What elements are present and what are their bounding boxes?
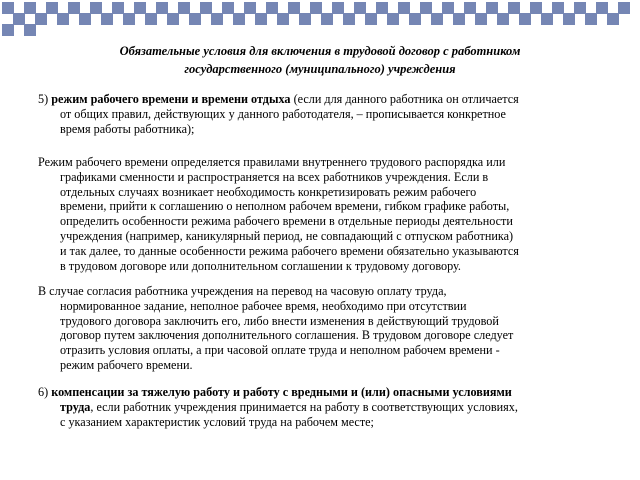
hourly-first-line: В случае согласия работника учреждения на перевод на часовую оплату труда,: [38, 284, 447, 298]
deco-square: [255, 13, 267, 25]
text-line: договор путем заключения дополнительного соглашения. В трудовом договоре следует: [60, 328, 514, 343]
item-6-first-line: [38, 385, 608, 400]
text-line: от общих правил, действующих у данного работодателя, – прописывается конкретное: [60, 106, 506, 121]
title-line: государственного (муниципального) учреждения: [184, 62, 456, 76]
item-5-bold-term: режим рабочего времени и времени отдыха: [51, 92, 291, 106]
deco-square: [24, 24, 36, 36]
item-5-first-rest: (если для данного работника он отличается: [290, 92, 519, 106]
deco-square: [57, 13, 69, 25]
deco-square: [167, 13, 179, 25]
deco-square: [519, 13, 531, 25]
text-line: нормированное задание, неполное рабочее время, необходимо при отсутствии: [60, 298, 467, 313]
hourly-paragraph: [38, 284, 608, 373]
item-6-second-line: [38, 400, 608, 415]
item-5: [38, 92, 608, 136]
deco-square: [431, 13, 443, 25]
deco-square: [299, 13, 311, 25]
deco-square: [101, 13, 113, 25]
deco-square: [387, 13, 399, 25]
item-6-rest: , если работник учреждения принимается на работу в соответствующих условиях,: [90, 399, 518, 414]
deco-square: [2, 24, 14, 36]
regime-paragraph: [38, 155, 608, 273]
deco-square: [189, 13, 201, 25]
item-6-bold-term-end: труда: [60, 399, 91, 414]
text-line: с указанием характеристик условий труда на рабочем месте;: [60, 414, 374, 429]
deco-square: [145, 13, 157, 25]
deco-square: [233, 13, 245, 25]
text-line: трудового договора заключить его, либо внести изменения в действующий трудовой: [60, 313, 499, 328]
item-number: 5): [38, 92, 52, 106]
deco-square: [541, 13, 553, 25]
deco-square: [497, 13, 509, 25]
page-title: [40, 42, 600, 78]
text-line: в трудовом договоре или дополнительном соглашении к трудовому договору.: [60, 258, 461, 273]
deco-square: [321, 13, 333, 25]
deco-square: [343, 13, 355, 25]
deco-square: [365, 13, 377, 25]
deco-square: [475, 13, 487, 25]
deco-square: [563, 13, 575, 25]
deco-square: [453, 13, 465, 25]
item-number: 6): [38, 385, 52, 399]
text-line: время работы работника);: [60, 121, 195, 136]
text-line: и так далее, то данные особенности режима рабочего времени обязательно указываются: [60, 243, 519, 258]
text-line: учреждения (например, каникулярный период, не совпадающий с отпуском работника): [60, 228, 514, 243]
text-line: режим рабочего времени.: [60, 357, 193, 372]
deco-square: [211, 13, 223, 25]
deco-square: [79, 13, 91, 25]
text-line: определить особенности режима рабочего времени в отдельные периоды деятельности: [60, 214, 513, 229]
title-line: Обязательные условия для включения в трудовой договор с работником: [119, 44, 521, 58]
deco-square: [277, 13, 289, 25]
deco-square: [123, 13, 135, 25]
deco-square: [35, 13, 47, 25]
item-6: [38, 385, 608, 429]
item-5-first-line: [38, 92, 608, 107]
text-line: отразить условия оплаты, а при часовой оплате труда и неполном рабочем времени -: [60, 343, 500, 358]
deco-square: [607, 13, 619, 25]
item-6-bold-term: компенсации за тяжелую работу и работу с вредными и (или) опасными условиями: [51, 385, 512, 399]
text-line: графиками сменности и распространяется на всех работников учреждения. Если в: [60, 169, 489, 184]
decorative-squares: [0, 0, 640, 40]
deco-square: [409, 13, 421, 25]
text-line: отдельных случаях возникает необходимость конкретизировать режим рабочего: [60, 184, 477, 199]
regime-first-line: Режим рабочего времени определяется правилами внутреннего трудового распорядка или: [38, 155, 506, 169]
deco-square: [618, 2, 630, 14]
deco-square: [585, 13, 597, 25]
text-line: времени, прийти к соглашению о неполном рабочем времени, гибком графике работы,: [60, 199, 510, 214]
